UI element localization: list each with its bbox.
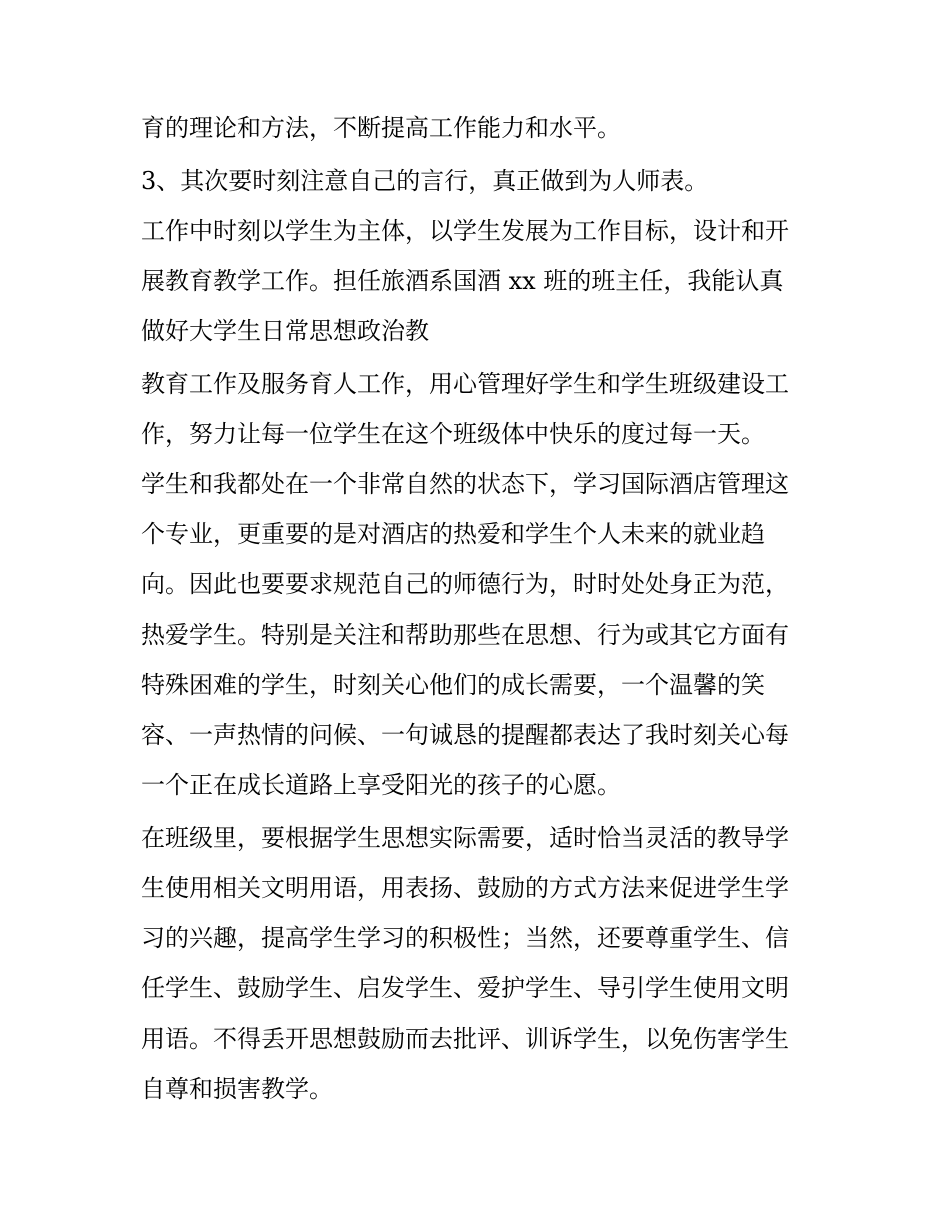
text-line: 生使用相关文明用语，用表扬、鼓励的方式方法来促进学生学 [141,874,789,902]
text-line: 学生和我都处在一个非常自然的状态下，学习国际酒店管理这 [141,470,789,498]
text-line: 任学生、鼓励学生、启发学生、爱护学生、导引学生使用文明 [141,974,789,1002]
text-line: 一个正在成长道路上享受阳光的孩子的心愿。 [141,771,621,799]
text-line: 育的理论和方法，不断提高工作能力和水平。 [141,114,621,142]
text-line: 作，努力让每一位学生在这个班级体中快乐的度过每一天。 [141,420,765,448]
text-line: 做好大学生日常思想政治教 [141,317,429,345]
text-line: 热爱学生。特别是关注和帮助那些在思想、行为或其它方面有 [141,621,789,649]
text-line: 特殊困难的学生，时刻关心他们的成长需要，一个温馨的笑 [141,671,765,699]
text-line: 容、一声热情的问候、一句诚恳的提醒都表达了我时刻关心每 [141,721,789,749]
text-line: 个专业，更重要的是对酒店的热爱和学生个人未来的就业趋 [141,520,765,548]
text-line: 习的兴趣，提高学生学习的积极性；当然，还要尊重学生、信 [141,924,789,952]
text-line: 工作中时刻以学生为主体，以学生发展为工作目标，设计和开 [141,217,789,245]
text-line: 3、其次要时刻注意自己的言行，真正做到为人师表。 [141,167,709,195]
text-line: 在班级里，要根据学生思想实际需要，适时恰当灵活的教导学 [141,824,789,852]
text-line: 自尊和损害教学。 [141,1075,333,1103]
text-line: 用语。不得丢开思想鼓励而去批评、训诉学生，以免伤害学生 [141,1025,789,1053]
text-line: 教育工作及服务育人工作，用心管理好学生和学生班级建设工 [141,370,789,398]
text-line: 展教育教学工作。担任旅酒系国酒 xx 班的班主任，我能认真 [141,267,784,295]
text-line: 向。因此也要要求规范自己的师德行为，时时处处身正为范， [141,570,789,598]
